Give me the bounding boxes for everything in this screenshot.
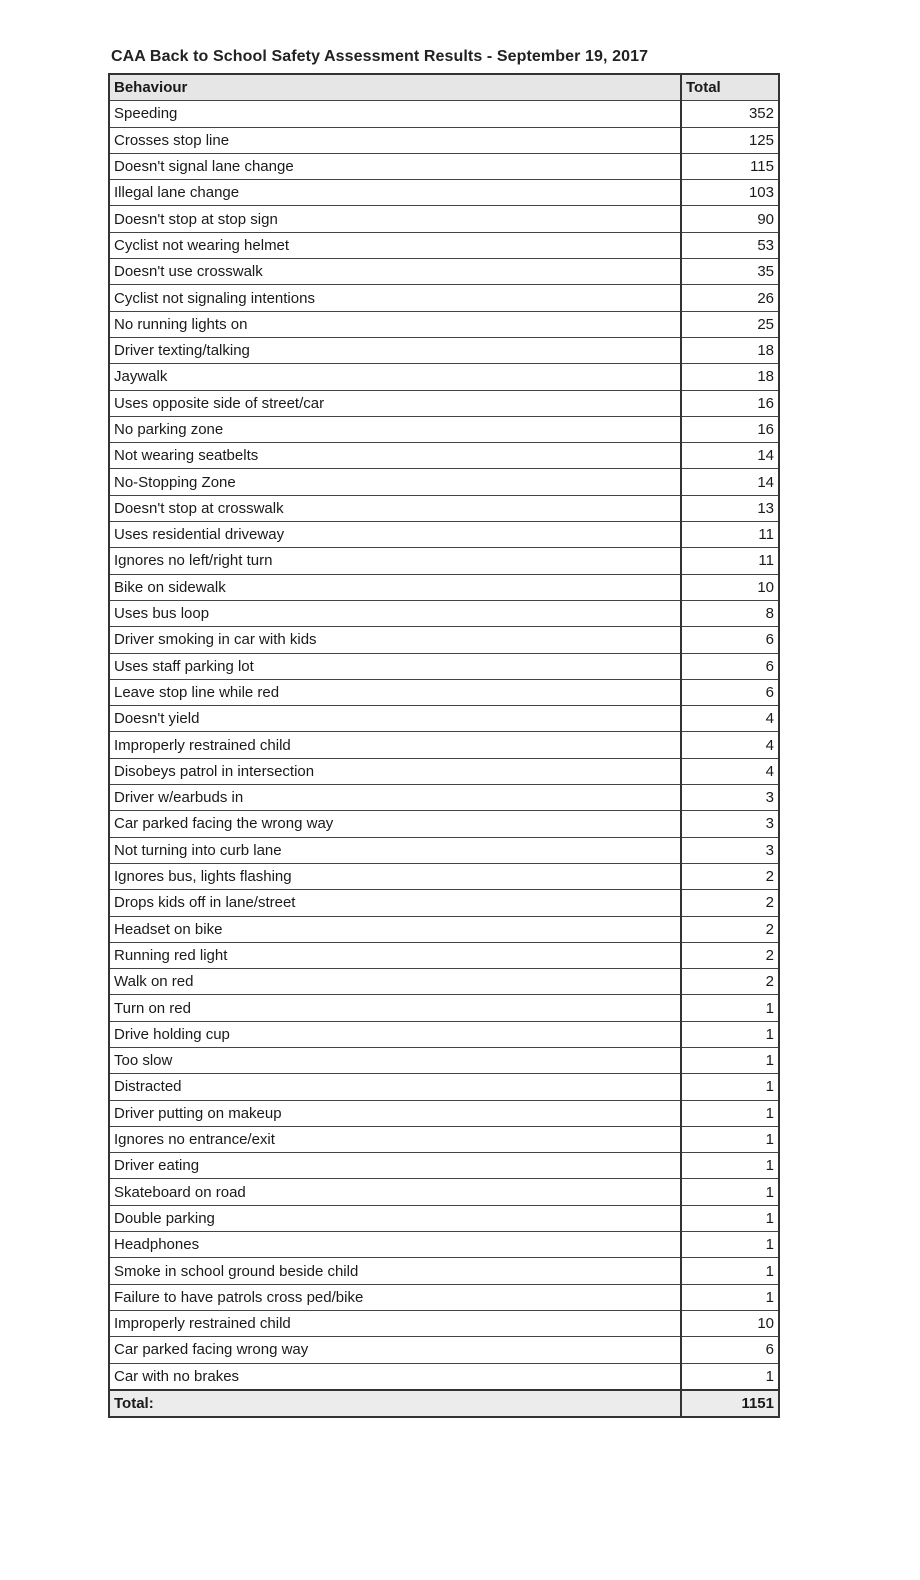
- behaviour-cell: Cyclist not wearing helmet: [109, 232, 681, 258]
- table-row: [109, 522, 779, 548]
- behaviour-cell: Driver w/earbuds in: [109, 785, 681, 811]
- total-cell: 1: [681, 1232, 779, 1258]
- total-cell: 1: [681, 1363, 779, 1390]
- table-row: [109, 732, 779, 758]
- behaviour-cell: Ignores no entrance/exit: [109, 1126, 681, 1152]
- table-row: [109, 390, 779, 416]
- table-header-row: [109, 74, 779, 101]
- total-cell: 25: [681, 311, 779, 337]
- behaviour-cell: Turn on red: [109, 995, 681, 1021]
- total-cell: 14: [681, 443, 779, 469]
- table-row: [109, 1074, 779, 1100]
- table-row: [109, 259, 779, 285]
- behaviour-cell: No-Stopping Zone: [109, 469, 681, 495]
- total-cell: 3: [681, 837, 779, 863]
- total-cell: 11: [681, 548, 779, 574]
- total-value: 1151: [681, 1390, 779, 1417]
- table-row: [109, 574, 779, 600]
- table-body: [109, 101, 779, 1390]
- total-cell: 18: [681, 337, 779, 363]
- behaviour-cell: Smoke in school ground beside child: [109, 1258, 681, 1284]
- total-cell: 2: [681, 916, 779, 942]
- table-row: [109, 364, 779, 390]
- behaviour-cell: Car parked facing the wrong way: [109, 811, 681, 837]
- table-row: [109, 1205, 779, 1231]
- behaviour-cell: Car with no brakes: [109, 1363, 681, 1390]
- total-cell: 1: [681, 1074, 779, 1100]
- table-row: [109, 206, 779, 232]
- total-cell: 4: [681, 706, 779, 732]
- total-cell: 18: [681, 364, 779, 390]
- behaviour-cell: Not wearing seatbelts: [109, 443, 681, 469]
- table-row: [109, 337, 779, 363]
- behaviour-cell: Uses bus loop: [109, 600, 681, 626]
- table-row: [109, 811, 779, 837]
- behaviour-cell: Failure to have patrols cross ped/bike: [109, 1284, 681, 1310]
- table-row: [109, 101, 779, 127]
- behaviour-cell: Improperly restrained child: [109, 1310, 681, 1336]
- total-cell: 8: [681, 600, 779, 626]
- total-cell: 1: [681, 1258, 779, 1284]
- behaviour-cell: Running red light: [109, 942, 681, 968]
- table-row: [109, 995, 779, 1021]
- total-cell: 16: [681, 390, 779, 416]
- behaviour-cell: Speeding: [109, 101, 681, 127]
- total-cell: 103: [681, 180, 779, 206]
- behaviour-cell: Drops kids off in lane/street: [109, 890, 681, 916]
- behaviour-cell: Distracted: [109, 1074, 681, 1100]
- total-cell: 1: [681, 1284, 779, 1310]
- table-row: [109, 495, 779, 521]
- behaviour-cell: Uses staff parking lot: [109, 653, 681, 679]
- table-row: [109, 469, 779, 495]
- total-cell: 1: [681, 1047, 779, 1073]
- behaviour-cell: Headphones: [109, 1232, 681, 1258]
- behaviour-cell: Cyclist not signaling intentions: [109, 285, 681, 311]
- total-cell: 2: [681, 863, 779, 889]
- table-row: [109, 127, 779, 153]
- total-cell: 6: [681, 679, 779, 705]
- table-row: [109, 863, 779, 889]
- table-row: [109, 837, 779, 863]
- total-cell: 13: [681, 495, 779, 521]
- behaviour-cell: Driver smoking in car with kids: [109, 627, 681, 653]
- table-row: [109, 1126, 779, 1152]
- table-row: [109, 1047, 779, 1073]
- total-cell: 11: [681, 522, 779, 548]
- total-cell: 26: [681, 285, 779, 311]
- total-cell: 6: [681, 1337, 779, 1363]
- table-row: [109, 1258, 779, 1284]
- table-row: [109, 416, 779, 442]
- behaviour-cell: Skateboard on road: [109, 1179, 681, 1205]
- table-row: [109, 1363, 779, 1390]
- total-cell: 4: [681, 758, 779, 784]
- total-cell: 10: [681, 1310, 779, 1336]
- table-row: [109, 443, 779, 469]
- behaviour-cell: Too slow: [109, 1047, 681, 1073]
- total-cell: 6: [681, 627, 779, 653]
- table-row: [109, 232, 779, 258]
- total-cell: 125: [681, 127, 779, 153]
- behaviour-cell: Improperly restrained child: [109, 732, 681, 758]
- behaviour-cell: Jaywalk: [109, 364, 681, 390]
- table-row: [109, 653, 779, 679]
- behaviour-cell: Doesn't signal lane change: [109, 153, 681, 179]
- table-row: [109, 942, 779, 968]
- behaviour-cell: Headset on bike: [109, 916, 681, 942]
- behaviour-cell: Car parked facing wrong way: [109, 1337, 681, 1363]
- total-cell: 1: [681, 1126, 779, 1152]
- total-cell: 2: [681, 969, 779, 995]
- table-row: [109, 1284, 779, 1310]
- table-row: [109, 890, 779, 916]
- behaviour-cell: No running lights on: [109, 311, 681, 337]
- total-cell: 35: [681, 259, 779, 285]
- behaviour-cell: Doesn't yield: [109, 706, 681, 732]
- table-row: [109, 758, 779, 784]
- table-total-row: [109, 1390, 779, 1417]
- results-table: [108, 73, 780, 1418]
- table-row: [109, 969, 779, 995]
- table-row: [109, 1232, 779, 1258]
- table-row: [109, 1021, 779, 1047]
- total-cell: 4: [681, 732, 779, 758]
- total-cell: 53: [681, 232, 779, 258]
- total-cell: 90: [681, 206, 779, 232]
- total-cell: 1: [681, 1205, 779, 1231]
- behaviour-cell: Walk on red: [109, 969, 681, 995]
- total-cell: 1: [681, 1021, 779, 1047]
- total-cell: 3: [681, 785, 779, 811]
- table-row: [109, 916, 779, 942]
- total-cell: 14: [681, 469, 779, 495]
- table-row: [109, 679, 779, 705]
- table-row: [109, 1310, 779, 1336]
- behaviour-cell: Driver texting/talking: [109, 337, 681, 363]
- total-cell: 1: [681, 995, 779, 1021]
- total-cell: 6: [681, 653, 779, 679]
- behaviour-cell: Doesn't stop at stop sign: [109, 206, 681, 232]
- behaviour-cell: Disobeys patrol in intersection: [109, 758, 681, 784]
- behaviour-cell: Leave stop line while red: [109, 679, 681, 705]
- table-row: [109, 785, 779, 811]
- total-cell: 2: [681, 942, 779, 968]
- behaviour-cell: Crosses stop line: [109, 127, 681, 153]
- total-cell: 1: [681, 1100, 779, 1126]
- document-title: CAA Back to School Safety Assessment Results - September 19, 2017: [111, 48, 649, 65]
- total-cell: 115: [681, 153, 779, 179]
- total-cell: 16: [681, 416, 779, 442]
- table-row: [109, 1100, 779, 1126]
- table-row: [109, 1179, 779, 1205]
- total-cell: 10: [681, 574, 779, 600]
- behaviour-cell: Driver putting on makeup: [109, 1100, 681, 1126]
- table-row: [109, 627, 779, 653]
- table-row: [109, 548, 779, 574]
- behaviour-cell: Bike on sidewalk: [109, 574, 681, 600]
- table-row: [109, 311, 779, 337]
- behaviour-cell: Ignores no left/right turn: [109, 548, 681, 574]
- behaviour-cell: Uses residential driveway: [109, 522, 681, 548]
- total-column-header: Total: [681, 74, 779, 101]
- behaviour-cell: Drive holding cup: [109, 1021, 681, 1047]
- total-cell: 2: [681, 890, 779, 916]
- behaviour-cell: Double parking: [109, 1205, 681, 1231]
- behaviour-cell: Doesn't stop at crosswalk: [109, 495, 681, 521]
- total-label: Total:: [109, 1390, 681, 1417]
- total-cell: 1: [681, 1153, 779, 1179]
- table-row: [109, 600, 779, 626]
- total-cell: 352: [681, 101, 779, 127]
- table-row: [109, 1153, 779, 1179]
- table-row: [109, 706, 779, 732]
- behaviour-cell: Ignores bus, lights flashing: [109, 863, 681, 889]
- behaviour-cell: Driver eating: [109, 1153, 681, 1179]
- total-cell: 1: [681, 1179, 779, 1205]
- behaviour-cell: Illegal lane change: [109, 180, 681, 206]
- behaviour-cell: Doesn't use crosswalk: [109, 259, 681, 285]
- table-row: [109, 1337, 779, 1363]
- total-cell: 3: [681, 811, 779, 837]
- table-row: [109, 153, 779, 179]
- table-row: [109, 180, 779, 206]
- behaviour-cell: No parking zone: [109, 416, 681, 442]
- behaviour-column-header: Behaviour: [109, 74, 681, 101]
- behaviour-cell: Uses opposite side of street/car: [109, 390, 681, 416]
- behaviour-cell: Not turning into curb lane: [109, 837, 681, 863]
- table-row: [109, 285, 779, 311]
